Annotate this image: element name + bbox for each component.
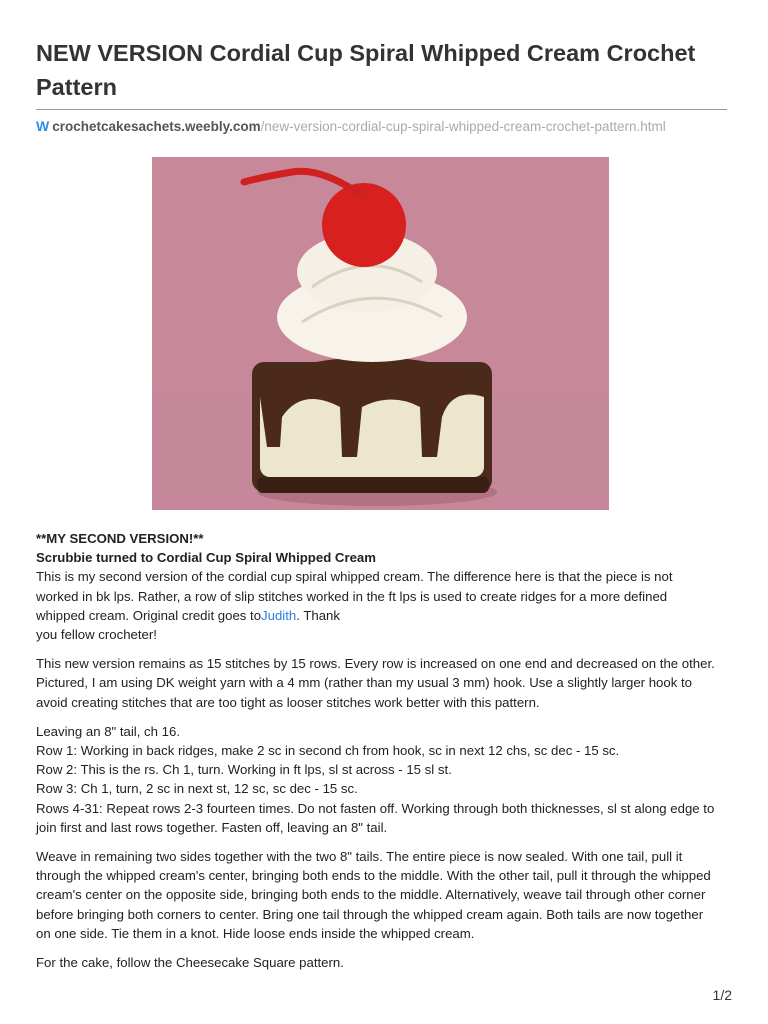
paragraph-2: [36, 654, 756, 712]
text-line: worked in bk lps. Rather, a row of slip stitches worked in the ft lps is used to create ridges for a more defined: [36, 588, 668, 604]
heading-subtitle: Scrubbie turned to Cordial Cup Spiral Whipped Cream: [36, 550, 376, 566]
text-line: cream's center on the opposite side, bringing both ends to the middle. Alternatively, weave tail through other corner: [36, 887, 706, 903]
text-line: join first and last rows together. Fasten off, leaving an 8" tail.: [36, 819, 388, 835]
text-line: This is my second version of the cordial cup spiral whipped cream. The difference here is that the piece is not: [36, 569, 673, 585]
text-line: Weave in remaining two sides together with the two 8" tails. The entire piece is now sealed. With one tail, pull it: [36, 849, 683, 865]
finishing-paragraph: [36, 847, 756, 943]
cake-note: [36, 953, 756, 972]
text-line: you fellow crocheter!: [36, 627, 157, 643]
source-domain-link[interactable]: crochetcakesachets.weebly.com: [52, 119, 261, 134]
article-body: [36, 529, 756, 982]
intro-paragraph: [36, 567, 756, 644]
text-line: Rows 4-31: Repeat rows 2-3 fourteen times. Do not fasten off. Working through both thicknesses, sl st along edge to: [36, 800, 715, 816]
text-line: This new version remains as 15 stitches by 15 rows. Every row is increased on one end and decreased on the other.: [36, 656, 715, 672]
pattern-rows: [36, 722, 756, 837]
source-path: /new-version-cordial-cup-spiral-whipped-cream-crochet-pattern.html: [260, 119, 666, 134]
text-line: through the whipped cream's center, bringing both ends to the middle. With the other tail, pull it through the whipped: [36, 868, 711, 884]
source-line: [36, 117, 666, 136]
divider: [36, 109, 727, 110]
text-line: For the cake, follow the Cheesecake Square pattern.: [36, 955, 344, 971]
text-line: Row 3: Ch 1, turn, 2 sc in next st, 12 sc, sc dec - 15 sc.: [36, 781, 358, 797]
text-line: Row 1: Working in back ridges, make 2 sc in second ch from hook, sc in next 12 chs, sc dec - 15 sc.: [36, 743, 620, 759]
judith-link[interactable]: Judith: [261, 607, 297, 623]
text: . Thank: [296, 607, 340, 623]
text-line: Leaving an 8" tail, ch 16.: [36, 723, 180, 739]
text: whipped cream. Original credit goes to: [36, 607, 262, 623]
text-line: Pictured, I am using DK weight yarn with a 4 mm (rather than my usual 3 mm) hook. Use a slightly larger hook to: [36, 675, 692, 691]
text-line: avoid creating stitches that are too tight as looser stitches work better with this pattern.: [36, 694, 540, 710]
text-line: before bringing both corners to center. Bring one tail through the whipped cream again. Both tails are now together: [36, 906, 704, 922]
text-line: on one side. Tie them in a knot. Hide loose ends inside the whipped cream.: [36, 925, 475, 941]
text-line: [36, 606, 756, 625]
weebly-icon: W: [36, 118, 50, 134]
heading-second-version: **MY SECOND VERSION!**: [36, 531, 204, 546]
page-number: 1/2: [712, 987, 732, 1003]
crochet-cake-photo: [152, 157, 609, 510]
text-line: Row 2: This is the rs. Ch 1, turn. Working in ft lps, sl st across - 15 sl st.: [36, 762, 452, 778]
page-title: NEW VERSION Cordial Cup Spiral Whipped Cream Crochet Pattern: [36, 40, 696, 100]
